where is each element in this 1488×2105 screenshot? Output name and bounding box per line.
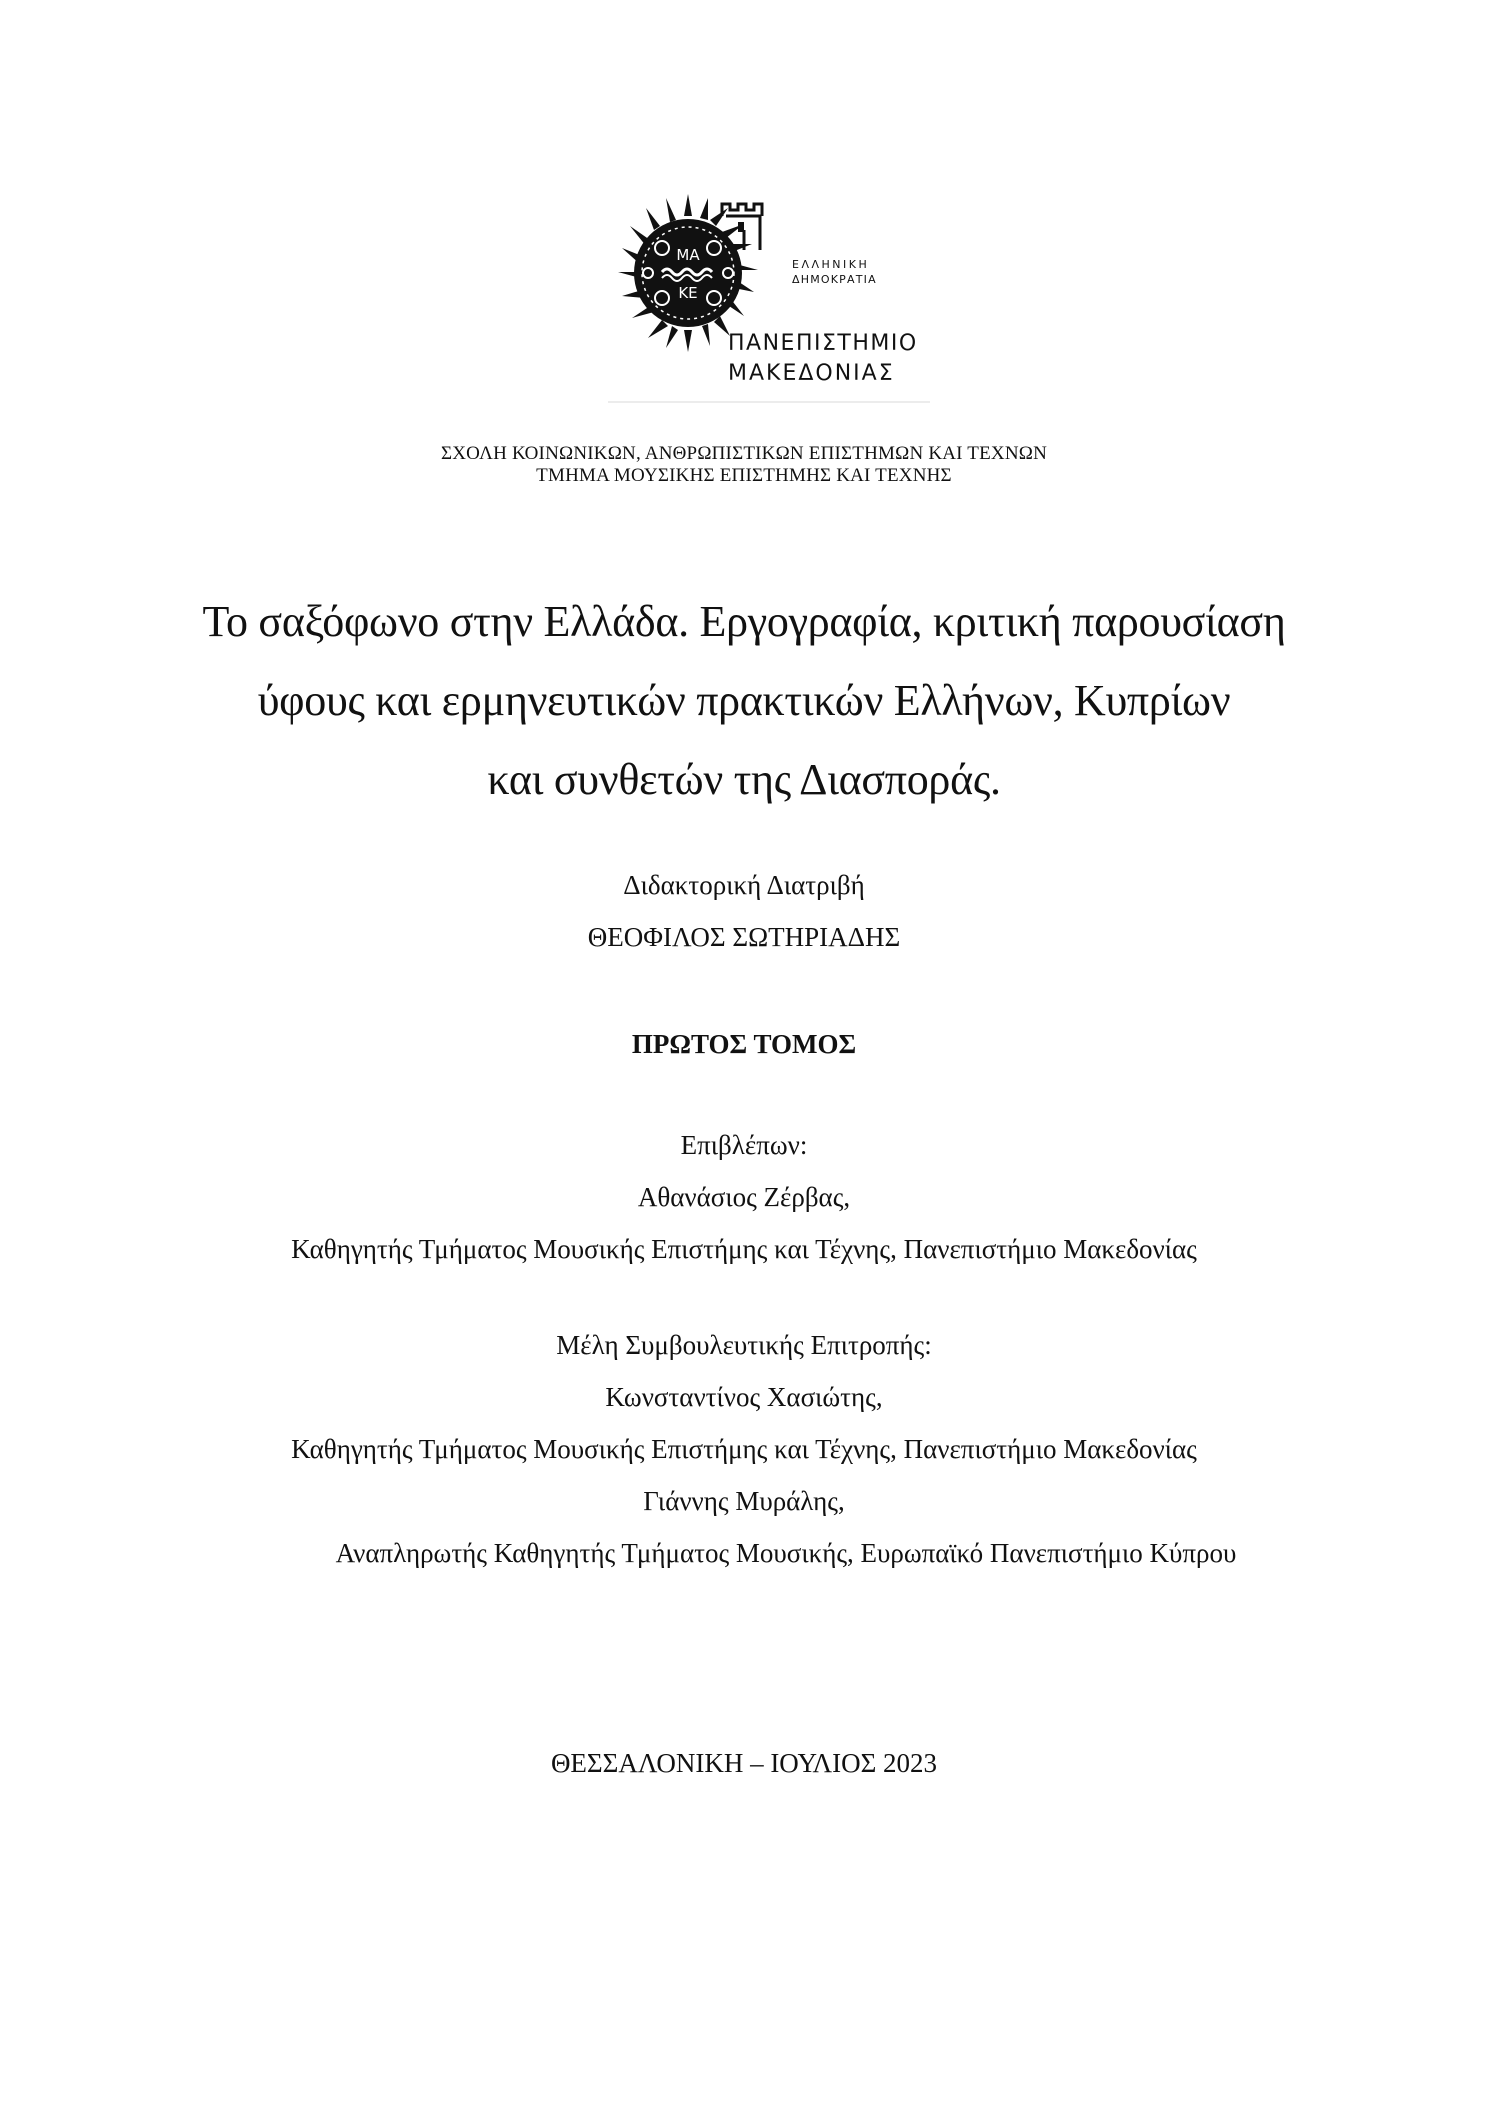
thesis-type: Διδακτορική Διατριβή — [623, 870, 865, 900]
supervisor-label: Επιβλέπων: — [680, 1130, 808, 1160]
volume-label: ΠΡΩΤΟΣ ΤΟΜΟΣ — [631, 1029, 857, 1059]
school-name: ΣΧΟΛΗ ΚΟΙΝΩΝΙΚΩΝ, ΑΝΘΡΩΠΙΣΤΙΚΩΝ ΕΠΙΣΤΗΜΩΝ ΚΑΙ ΤΕΧΝΩΝ — [440, 443, 1047, 464]
supervisor-affiliation: Καθηγητής Τμήματος Μουσικής Επιστήμης και Τέχνης, Πανεπιστήμιο Μακεδονίας — [291, 1234, 1197, 1264]
emblem-text-top: ΜΑ — [676, 246, 700, 264]
university-logo — [604, 186, 934, 406]
committee-member-2-affiliation: Αναπληρωτής Καθηγητής Τμήματος Μουσικής, Ευρωπαϊκό Πανεπιστήμιο Κύπρου — [335, 1538, 1237, 1568]
republic-text-line1: ΕΛΛΗΝΙΚΗ — [792, 258, 870, 271]
university-name-line1: ΠΑΝΕΠΙΣΤΗΜΙΟ — [728, 331, 918, 356]
committee-member-2-name: Γιάννης Μυράλης, — [643, 1486, 845, 1516]
place-date: ΘΕΣΣΑΛΟΝΙΚΗ – ΙΟΥΛΙΟΣ 2023 — [550, 1748, 938, 1778]
coin-emblem-icon — [634, 219, 742, 327]
committee-label: Μέλη Συμβουλευτικής Επιτροπής: — [556, 1330, 932, 1360]
supervisor-name: Αθανάσιος Ζέρβας, — [637, 1182, 851, 1212]
committee-member-1-affiliation: Καθηγητής Τμήματος Μουσικής Επιστήμης και Τέχνης, Πανεπιστήμιο Μακεδονίας — [291, 1434, 1197, 1464]
thesis-title-line-2: ύφους και ερμηνευτικών πρακτικών Ελλήνων, Κυπρίων — [257, 676, 1231, 725]
republic-text-line2: ΔΗΜΟΚΡΑΤΙΑ — [792, 273, 877, 286]
committee-member-1-name: Κωνσταντίνος Χασιώτης, — [605, 1382, 883, 1412]
department-name: ΤΜΗΜΑ ΜΟΥΣΙΚΗΣ ΕΠΙΣΤΗΜΗΣ ΚΑΙ ΤΕΧΝΗΣ — [536, 465, 952, 486]
university-name-line2: ΜΑΚΕΔΟΝΙΑΣ — [728, 361, 895, 386]
author-name: ΘΕΟΦΙΛΟΣ ΣΩΤΗΡΙΑΔΗΣ — [587, 922, 901, 952]
thesis-title-line-1: Το σαξόφωνο στην Ελλάδα. Εργογραφία, κριτική παρουσίαση — [202, 597, 1286, 646]
thesis-title-line-3: και συνθετών της Διασποράς. — [487, 755, 1001, 804]
emblem-text-bottom: ΚΕ — [678, 284, 698, 302]
